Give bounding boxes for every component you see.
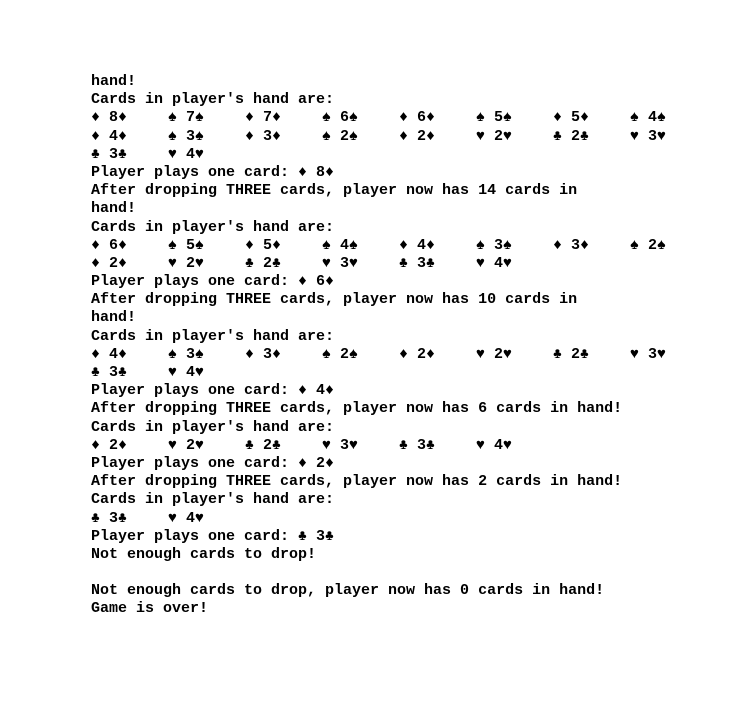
output-line: Not enough cards to drop, player now has 0 cards in hand! — [91, 582, 605, 600]
card: ♦ 4♦ — [91, 345, 128, 363]
card: ♠ 4♠ — [630, 109, 667, 127]
card: ♦ 3♦ — [553, 236, 590, 254]
output-line: Cards in player's hand are: — [91, 491, 335, 509]
card: ♥ 4♥ — [168, 145, 205, 163]
card: ♦ 3♦ — [245, 127, 282, 145]
output-line: Cards in player's hand are: — [91, 91, 335, 109]
output-line: Game is over! — [91, 600, 209, 618]
card: ♥ 3♥ — [322, 254, 359, 272]
card: ♣ 3♣ — [399, 254, 436, 272]
card: ♠ 5♠ — [476, 109, 513, 127]
output-line: hand! — [91, 73, 137, 90]
card: ♣ 2♣ — [245, 254, 282, 272]
card: ♥ 3♥ — [322, 436, 359, 454]
card: ♥ 3♥ — [630, 345, 667, 363]
card: ♦ 5♦ — [245, 236, 282, 254]
card-row — [91, 109, 691, 127]
card: ♥ 2♥ — [168, 436, 205, 454]
card: ♠ 5♠ — [168, 236, 205, 254]
card: ♣ 3♣ — [399, 436, 436, 454]
card-row — [91, 128, 691, 146]
card: ♦ 6♦ — [91, 236, 128, 254]
output-line: After dropping THREE cards, player now has 2 cards in hand! — [91, 473, 623, 491]
card: ♦ 4♦ — [91, 127, 128, 145]
card: ♦ 7♦ — [245, 109, 282, 127]
output-line: After dropping THREE cards, player now has 14 cards in — [91, 182, 578, 200]
card: ♣ 2♣ — [245, 436, 282, 454]
card-row — [91, 346, 691, 364]
card: ♥ 3♥ — [630, 127, 667, 145]
output-line: Cards in player's hand are: — [91, 218, 335, 236]
card: ♥ 2♥ — [168, 254, 205, 272]
output-line: Cards in player's hand are: — [91, 418, 335, 436]
card: ♠ 7♠ — [168, 109, 205, 127]
card: ♠ 4♠ — [322, 236, 359, 254]
card: ♦ 2♦ — [399, 345, 436, 363]
output-line: Player plays one card: ♦ 6♦ — [91, 273, 335, 291]
output-line: Player plays one card: ♦ 2♦ — [91, 454, 335, 472]
card: ♠ 2♠ — [322, 127, 359, 145]
console-output — [91, 73, 691, 619]
card: ♦ 5♦ — [553, 109, 590, 127]
card: ♣ 3♣ — [91, 509, 128, 527]
card: ♣ 3♣ — [91, 145, 128, 163]
card: ♦ 8♦ — [91, 109, 128, 127]
card: ♥ 4♥ — [168, 364, 205, 381]
card: ♦ 2♦ — [91, 254, 128, 272]
output-line: Not enough cards to drop! — [91, 545, 317, 563]
card-row — [91, 146, 691, 164]
card: ♠ 2♠ — [630, 236, 667, 254]
output-line: Player plays one card: ♦ 4♦ — [91, 382, 335, 400]
output-line: Cards in player's hand are: — [91, 327, 335, 345]
card: ♦ 2♦ — [399, 127, 436, 145]
card: ♥ 4♥ — [168, 509, 205, 527]
card-row — [91, 510, 691, 528]
card: ♥ 4♥ — [476, 436, 513, 454]
card: ♥ 2♥ — [476, 127, 513, 145]
card: ♠ 3♠ — [476, 236, 513, 254]
card: ♥ 2♥ — [476, 345, 513, 363]
card: ♠ 2♠ — [322, 345, 359, 363]
card: ♣ 3♣ — [91, 364, 128, 381]
card: ♣ 2♣ — [553, 127, 590, 145]
card-row — [91, 255, 691, 273]
card: ♠ 3♠ — [168, 345, 205, 363]
card: ♠ 3♠ — [168, 127, 205, 145]
card: ♣ 2♣ — [553, 345, 590, 363]
card: ♦ 2♦ — [91, 436, 128, 454]
card: ♦ 3♦ — [245, 345, 282, 363]
output-line: Player plays one card: ♣ 3♣ — [91, 527, 335, 545]
output-line: hand! — [91, 309, 137, 327]
output-line: hand! — [91, 200, 137, 218]
card-row — [91, 364, 691, 382]
card-row — [91, 437, 691, 455]
card: ♦ 6♦ — [399, 109, 436, 127]
card: ♠ 6♠ — [322, 109, 359, 127]
blank-line — [91, 564, 691, 582]
output-line: Player plays one card: ♦ 8♦ — [91, 163, 335, 181]
output-line: After dropping THREE cards, player now has 6 cards in hand! — [91, 400, 623, 418]
card-row — [91, 237, 691, 255]
card: ♦ 4♦ — [399, 236, 436, 254]
card: ♥ 4♥ — [476, 254, 513, 272]
output-line: After dropping THREE cards, player now has 10 cards in — [91, 291, 578, 309]
